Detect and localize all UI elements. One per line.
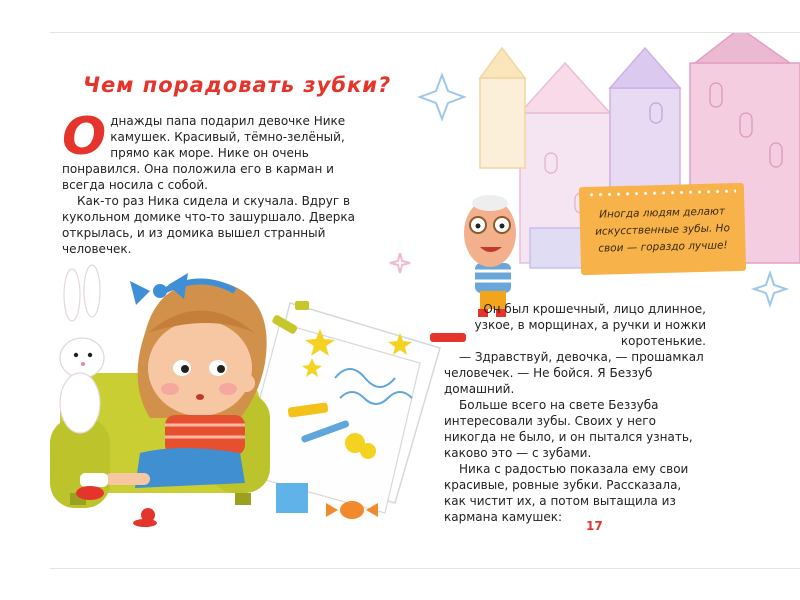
- story-text-left: [62, 107, 362, 257]
- drawing-paper-illustration: [240, 303, 440, 513]
- page-number: 17: [586, 519, 603, 533]
- fact-note: [579, 183, 746, 275]
- page-title: Чем порадовать зубки?: [83, 73, 392, 97]
- drop-cap: О: [62, 107, 107, 167]
- book-page: [50, 32, 800, 569]
- note-text: Иногда людям делают искусственные зубы. Но свои — гораздо лучше!: [594, 205, 731, 255]
- paragraph: [62, 107, 362, 193]
- paragraph: — Здравствуй, девочка, — прошамкал человечек. — Не бойся. Я Беззуб домашний.: [444, 350, 704, 396]
- snail-illustration: [133, 508, 157, 527]
- toy-bunny-illustration: [60, 265, 104, 433]
- paragraph: Как-то раз Ника сидела и скучала. Вдруг в кукольном домике что-то зашуршало. Дверка открылась, и из домика вышел странный человечек.: [62, 194, 356, 256]
- toy-block-illustration: [276, 483, 308, 513]
- paragraph: Больше всего на свете Беззуба интересовали зубы. Своих у него никогда не было, и он пытался узнать, каково это — с зубами.: [444, 398, 693, 460]
- paragraph-text: днажды папа подарил девочке Нике камушек. Красивый, тёмно-зелёный, прямо как море. Нике он очень понравился. Она положила его в карман и всегда носила с собой.: [62, 114, 346, 192]
- paragraph: Он был крошечный, лицо длинное, узкое, в морщинах, а ручки и ножки коротенькие.: [474, 302, 706, 348]
- note-holes: [587, 189, 736, 197]
- story-text-right: [444, 301, 706, 525]
- paragraph: Ника с радостью показала ему свои красивые, ровные зубки. Рассказала, как чистит их, а потом вытащила из кармана камушек:: [444, 462, 689, 524]
- bezzub-character-illustration: [464, 195, 516, 317]
